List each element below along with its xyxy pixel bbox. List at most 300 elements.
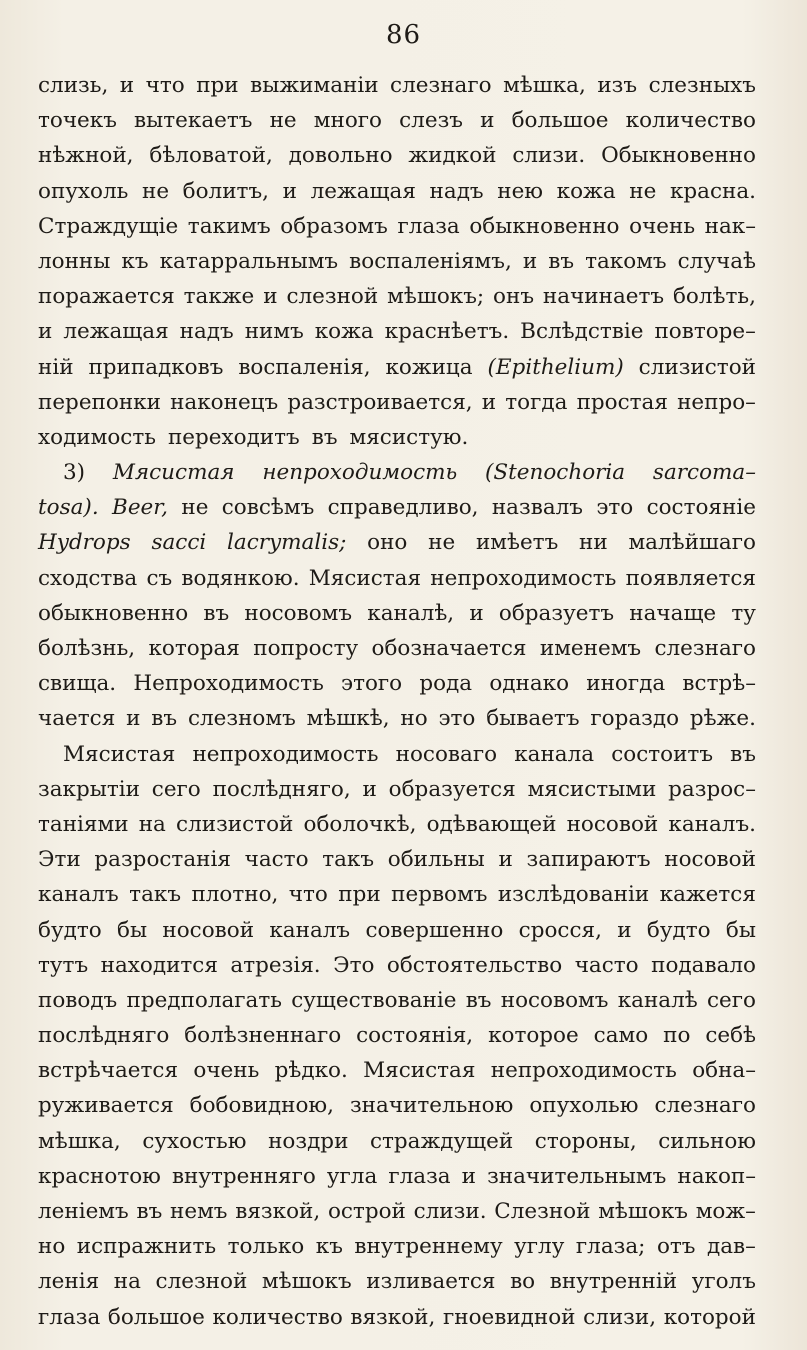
word: стороны, [534,1128,637,1154]
text-line [38,1088,756,1123]
word: испражнить [76,1234,217,1260]
word: болѣть, [672,284,756,310]
word: бобовидною, [189,1093,334,1119]
word: Обыкновенно [601,143,756,169]
word: кажется [659,882,756,908]
word: Мясистая [308,565,422,591]
text-line [38,737,756,772]
word: бѣловатой, [149,143,273,169]
word: часто [244,847,309,873]
word: внутренній [549,1269,678,1295]
word: опухолью [529,1093,639,1119]
word: красна. [669,178,756,204]
word: носовой [664,847,756,873]
word: слизь, [38,73,109,98]
word: именемъ [539,636,642,661]
word: непроходимость [262,460,458,486]
text-line [38,244,756,279]
word: образомъ [280,213,388,239]
word: слезномъ [187,706,296,732]
word: въ [203,600,230,626]
word: состоитъ [611,741,714,767]
word: слезной [155,1269,248,1295]
word: руживается [38,1093,174,1119]
word: количество [212,1304,343,1330]
word: слезной [286,284,379,310]
word: количество [625,108,756,134]
word: Hydrops [38,530,131,556]
word: краснотою [38,1163,161,1189]
word: мясистыми [527,776,657,802]
word: носоваго [395,741,498,767]
word: имѣетъ [475,530,559,556]
word: первомъ [391,882,488,908]
word: находится [100,952,218,978]
word: изслѣдованіи [497,882,650,908]
word: на [138,811,166,837]
word: глаза [38,1304,101,1330]
text-line [38,1018,756,1053]
word: простая [576,389,668,415]
word: ній [38,354,74,380]
word: воспаленіямъ, [349,248,512,274]
text-line [38,174,756,209]
word: тутъ [38,952,89,978]
word: обильны [387,847,485,873]
word: послѣдняго, [212,776,351,802]
word: и [126,706,141,732]
word: сего [706,987,756,1013]
word: подавало [651,952,756,978]
word: и [263,284,278,310]
word: и [481,389,497,415]
text-line [38,68,756,103]
word: поражается [38,284,175,310]
word: уголъ [691,1269,756,1295]
word: Страждущіе [38,213,179,239]
word: такомъ [585,248,667,274]
word: мѣшка, [38,1128,121,1154]
text-line [38,666,756,701]
word: назвалъ [491,495,583,521]
word: къ [121,248,149,274]
word: мясистую. [349,424,469,450]
text-line [38,842,756,877]
word: наконецъ [170,389,279,415]
word: само [593,1023,649,1049]
word: водянкою. [181,565,300,591]
word: это [438,706,476,732]
word: на [113,1269,141,1295]
word: рѣдко. [274,1058,348,1084]
word: въ [548,248,575,274]
word: мѣшокъ [598,1199,688,1224]
text-line [38,948,756,983]
word: воспаленія, [238,354,371,380]
word: Мясистая [112,460,235,486]
word: обыкновенно [469,213,620,239]
word: кожа [314,319,374,345]
word: во [510,1269,536,1295]
word: бы [725,917,756,943]
word: которая [148,636,240,661]
word: лежащая [63,319,169,345]
word: рода [419,671,473,697]
word: страждущей [369,1128,514,1154]
word: много [313,108,382,134]
word: въ [311,424,338,450]
text-line [38,1053,756,1088]
word: непроходимость [490,1058,677,1084]
word: ходимость [38,424,156,450]
word: гноевидной [442,1304,576,1330]
word: мож– [695,1199,756,1224]
word: послѣдняго [38,1023,170,1049]
word: значительнымъ [487,1163,667,1189]
word: кожица [385,354,473,380]
word: болѣзненнаго [184,1023,342,1049]
word: и [119,73,135,98]
word: справедливо, [327,495,479,521]
word: Это [333,952,375,978]
word: болѣзнь, [38,636,136,661]
word: закрытіи [38,776,140,802]
word: нею [497,178,544,204]
word: свища. [38,671,117,697]
word: сходства [38,565,138,591]
word: совершенно [365,917,504,943]
word: при [338,882,381,908]
text-line [38,1124,756,1159]
word: разростанія [94,847,231,873]
word: ту [731,600,756,626]
word: случаѣ [677,248,756,274]
word: глаза [388,1163,451,1189]
text-line [38,1264,756,1299]
word: гораздо [590,706,680,732]
word: такъ [322,847,375,873]
word: не [269,108,297,134]
word: также [183,284,255,310]
word: мѣшокъ [261,1269,352,1295]
text-line [38,350,756,385]
word: и [461,1163,477,1189]
word: очень [629,213,696,239]
word: нимъ [244,319,304,345]
word: Beer, [112,495,169,521]
word: переходитъ [167,424,300,450]
word: Мясистая [63,741,176,767]
word: при [196,73,239,98]
text-line [38,1194,756,1229]
word: не [141,178,170,204]
text-line [38,701,756,736]
word: одѣвающей [426,811,557,837]
word: и [469,600,484,626]
word: оболочкѣ, [303,811,417,837]
word: будто [646,917,711,943]
word: значительною [349,1093,514,1119]
word: не [428,530,456,556]
text-line [38,420,756,455]
word: изливается [366,1269,496,1295]
word: въ [465,987,492,1013]
word: sarcoma– [652,460,756,486]
word: Мясистая [363,1058,476,1084]
word: рѣже. [689,706,756,732]
word: что [145,73,185,98]
text-line [38,490,756,525]
word: слизистой [176,811,294,837]
word: опухоль [38,178,129,204]
word: слизи. [413,1199,487,1224]
word: каналѣ, [367,600,455,626]
word: изъ [597,73,638,98]
word: немъ [170,1199,228,1224]
word: не [181,495,209,521]
word: краснѣетъ. [384,319,510,345]
word: большое [107,1304,205,1330]
word: слезнаго [654,636,756,661]
text-line [38,596,756,631]
word: слизистой [638,354,756,380]
word: часто [574,952,639,978]
word: носовомъ [500,987,609,1013]
word: мѣшкѣ, [306,706,390,732]
word: точекъ [38,108,117,134]
text-line [38,913,756,948]
word: но [400,706,428,732]
word: по [663,1023,691,1049]
word: появляется [625,565,756,591]
word: довольно [288,143,393,169]
word: каналъ [269,917,351,943]
word: тогда [505,389,568,415]
word: такимъ [187,213,271,239]
word: будто [38,917,102,943]
word: атрезія. [230,952,321,978]
word: что [288,882,328,908]
text-line [38,1229,756,1264]
word: большое [511,108,609,134]
word: катарральнымъ [159,248,339,274]
word: совсѣмъ [221,495,315,521]
word: образуется [388,776,516,802]
word: чается [38,706,116,732]
word: кожа [556,178,616,204]
word: вытекаетъ [134,108,253,134]
word: слезныхъ [648,73,756,98]
text-line [38,209,756,244]
word: однако [489,671,570,697]
word: оно [367,530,408,556]
word: встрѣчается [38,1058,179,1084]
word: непро– [677,389,756,415]
word: только [227,1234,305,1260]
word: это [596,495,634,521]
word: которой [663,1304,756,1330]
word: бы [117,917,148,943]
word: (Stenochoria [485,460,626,486]
word: выжиманіи [250,73,379,98]
word: накоп– [677,1163,756,1189]
text-line [38,1300,756,1335]
word: дав– [706,1234,756,1260]
text-line [38,138,756,173]
word: ни [579,530,608,556]
text-line [38,561,756,596]
word: мѣшка, [503,73,586,98]
word: леніемъ [38,1199,129,1224]
text-line [38,385,756,420]
word: Вслѣдствіе [520,319,644,345]
word: бываетъ [486,706,580,732]
word: такъ [129,882,182,908]
word: таніями [38,811,129,837]
word: канала [514,741,595,767]
word: въ [136,1199,163,1224]
word: слизи. [512,143,586,169]
word: обозначается [371,636,527,661]
word: повторе– [654,319,756,345]
word: въ [151,706,178,732]
word: малѣйшаго [628,530,756,556]
text-line [38,314,756,349]
word: непроходимость [430,565,617,591]
word: каналъ. [668,811,756,837]
word: Непроходимость [133,671,324,697]
word: (Epithelium) [487,354,624,380]
word: сильною [658,1128,756,1154]
word: съ [146,565,173,591]
word: очень [193,1058,260,1084]
text-line [38,455,756,490]
word: предполагать [126,987,282,1013]
word: припадковъ [88,354,224,380]
word: Эти [38,847,81,873]
word: начаще [629,600,717,626]
word: обстоятельство [386,952,563,978]
word: ноздри [268,1128,349,1154]
word: внутренняго [171,1163,316,1189]
word: и [498,847,513,873]
word: лежащая [310,178,416,204]
word: и [522,248,538,274]
word: угла [326,1163,378,1189]
word: непроходимость [192,741,379,767]
word: внутреннему [354,1234,503,1260]
text-line [38,279,756,314]
word: носовомъ [244,600,353,626]
word: и [362,776,377,802]
word: онъ [493,284,534,310]
word: надъ [179,319,234,345]
word: слезъ [399,108,463,134]
text-line [38,807,756,842]
word: обна– [692,1058,756,1084]
word: вязкой, [350,1304,436,1330]
word: поводъ [38,987,118,1013]
word: носовой [162,917,255,943]
word: слезнаго [654,1093,756,1119]
word: разрос– [668,776,756,802]
word: лонны [38,248,111,274]
word: перепонки [38,389,161,415]
word: и [282,178,297,204]
text-line [38,525,756,560]
text-line [38,772,756,807]
word: tosa). [38,495,99,521]
word: каналѣ [617,987,698,1013]
word: углу [514,1234,565,1260]
word: lacrymalis; [227,530,347,556]
word: глаза [397,213,460,239]
word: сухостью [142,1128,247,1154]
word: запираютъ [526,847,651,873]
word: мѣшокъ; [387,284,485,310]
word: и [480,108,495,134]
word: отъ [656,1234,696,1260]
word: и [38,319,53,345]
word: встрѣ– [682,671,756,697]
text-line [38,1159,756,1194]
word: ленія [38,1269,100,1295]
word: образуетъ [498,600,615,626]
word: сросся, [518,917,602,943]
text-line [38,631,756,666]
word: sacci [151,530,207,556]
word: слезнаго [390,73,492,98]
word: попросту [253,636,359,661]
word: вязкой, [235,1199,321,1224]
word: Слезной [494,1199,591,1224]
word: состояніе [646,495,756,521]
word: обыкновенно [38,600,189,626]
text-line [38,103,756,138]
word: не [629,178,657,204]
word: этого [341,671,403,697]
word: плотно, [191,882,279,908]
word: но [38,1234,66,1260]
body-text [38,68,756,1335]
word: разстроивается, [287,389,473,415]
word: каналъ [38,882,119,908]
word: которое [488,1023,579,1049]
page-number: 86 [385,20,422,50]
word: болитъ, [182,178,269,204]
word: нѣжной, [38,143,134,169]
word: 3) [63,460,86,486]
word: иногда [586,671,666,697]
word: острой [327,1199,406,1224]
word: носовой [566,811,659,837]
word: глаза; [575,1234,646,1260]
word: жидкой [408,143,497,169]
word: себѣ [705,1023,756,1049]
word: въ [730,741,756,767]
word: надъ [429,178,484,204]
word: слизи, [583,1304,657,1330]
word: нак– [704,213,756,239]
word: къ [315,1234,343,1260]
text-line [38,983,756,1018]
word: начинаетъ [542,284,665,310]
word: и [617,917,632,943]
text-line [38,877,756,912]
word: существованіе [291,987,457,1013]
word: состоянія, [356,1023,474,1049]
word: сего [151,776,201,802]
